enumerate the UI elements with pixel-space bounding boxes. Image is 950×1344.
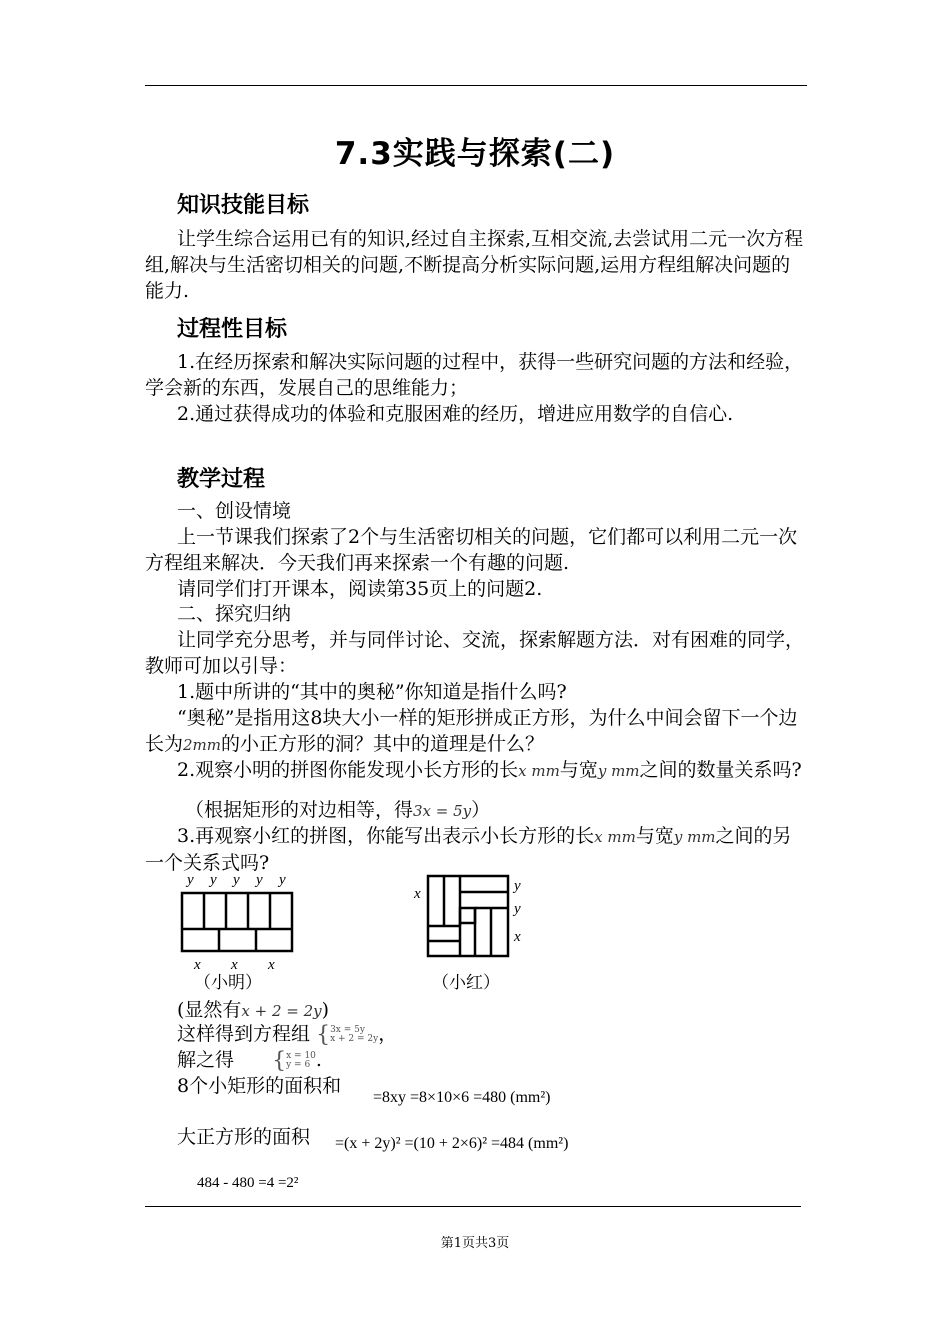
section-2-title: 二、探究归纳 [177, 603, 292, 625]
system-post: ， [378, 1023, 398, 1045]
system-eq-2: x + 2 = 2y [330, 1034, 379, 1044]
solve-eq-1: x = 10 [286, 1051, 316, 1061]
question-3-post: 之间的另一个关系式吗? [145, 825, 792, 874]
process-goal-item-2: 2.通过获得成功的体验和克服困难的经历，增进应用数学的自信心. [177, 403, 734, 425]
question-2-answer-pre: （根据矩形的对边相等，得 [185, 799, 414, 821]
figure-xiaoming [172, 868, 302, 993]
obvious-relation [177, 997, 329, 1024]
equation-system-line [177, 1021, 397, 1047]
fig2-label-y-1: y [514, 878, 521, 894]
footer-rule [145, 1206, 801, 1207]
question-2 [145, 757, 807, 784]
question-2-answer [185, 797, 490, 824]
page-title: 7.3实践与探索(二) [334, 136, 616, 172]
fig1-label-y-5: y [279, 872, 286, 888]
fig1-label-y-3: y [233, 872, 240, 888]
question-2-mid: 与宽 [559, 759, 598, 781]
heading-process-goals: 过程性目标 [177, 317, 288, 342]
solution-system [272, 1048, 316, 1074]
question-1-answer-pre: “奥秘”是指用这8块大小一样的矩形拼成正方形，为什么中间会留下一个边长为 [145, 707, 798, 755]
fig1-caption: （小明） [194, 973, 262, 992]
math-2mm: 2mm [183, 736, 222, 754]
section-2-paragraph-1: 让同学充分思考，并与同伴讨论、交流，探索解题方法．对有困难的同学，教师可加以引导： [145, 629, 805, 677]
brace-icon: { [316, 1022, 331, 1048]
fig1-label-y-2: y [210, 872, 217, 888]
question-2-answer-post: ） [471, 799, 491, 821]
fig2-outer-rect [428, 876, 508, 956]
question-3-mid: 与宽 [635, 825, 674, 847]
fig1-label-x-1: x [194, 957, 201, 973]
difference-expression: 484 - 480 =4 =2² [197, 1175, 299, 1191]
math-y-mm: y mm [597, 762, 640, 780]
question-2-post: 之间的数量关系吗? [639, 759, 802, 781]
obvious-post: ) [321, 999, 330, 1021]
heading-knowledge-goals: 知识技能目标 [177, 193, 310, 218]
solve-eq-2: y = 6 [286, 1060, 311, 1070]
solution-line [177, 1047, 322, 1073]
header-rule [145, 85, 807, 86]
brace-icon: { [272, 1048, 287, 1074]
fig1-label-x-2: x [231, 957, 238, 973]
process-goal-item-1: 1.在经历探索和解决实际问题的过程中，获得一些研究问题的方法和经验，学会新的东西，发展自己的思维能力； [145, 351, 804, 399]
math-3x-5y: 3x = 5y [413, 802, 472, 820]
knowledge-goals-text: 让学生综合运用已有的知识,经过自主探索,互相交流,去尝试用二元一次方程组,解决与生活密切相关的问题,不断提高分析实际问题,运用方程组解决问题的能力. [145, 228, 804, 302]
fig2-label-x-right: x [514, 929, 521, 945]
section-1-paragraph-1: 上一节课我们探索了2个与生活密切相关的问题，它们都可以利用二元一次方程组来解决．今天我们再来探索一个有趣的问题. [145, 526, 798, 574]
area-small-expression: =8xy =8×10×6 =480 (mm²) [373, 1089, 551, 1106]
question-1-answer-post: 的小正方形的洞？其中的道理是什么？ [221, 733, 545, 755]
obvious-pre: (显然有 [177, 999, 242, 1021]
fig1-label-y-1: y [187, 872, 194, 888]
math-y-mm: y mm [673, 828, 716, 846]
system-pre: 这样得到方程组 [177, 1023, 311, 1045]
fig2-caption: （小红） [432, 973, 500, 992]
math-x-mm: x mm [518, 762, 560, 780]
page-number: 第1页共3页 [440, 1236, 510, 1251]
solve-pre: 解之得 [177, 1049, 235, 1071]
question-1-answer [145, 705, 807, 758]
fig1-outer-rect [182, 893, 292, 951]
question-3-pre: 3.再观察小红的拼图，你能写出表示小长方形的长 [177, 825, 595, 847]
fig1-label-x-3: x [268, 957, 275, 973]
fig2-label-x-left: x [414, 886, 421, 902]
heading-teaching-process: 教学过程 [177, 467, 266, 492]
solve-post: . [315, 1049, 322, 1071]
math-x-plus-2-eq-2y: x + 2 = 2y [241, 1002, 322, 1020]
fig2-center-hole [460, 908, 475, 923]
area-big-label: 大正方形的面积 [177, 1126, 311, 1148]
fig2-label-y-2: y [514, 901, 521, 917]
area-small-label: 8个小矩形的面积和 [177, 1075, 342, 1097]
figure-xiaohong [410, 868, 535, 993]
question-1: 1.题中所讲的“其中的奥秘”你知道是指什么吗? [177, 681, 567, 703]
question-2-pre: 2.观察小明的拼图你能发现小长方形的长 [177, 759, 519, 781]
area-big-expression: =(x + 2y)² =(10 + 2×6)² =484 (mm²) [335, 1135, 569, 1152]
equation-system [316, 1022, 379, 1048]
section-1-paragraph-2: 请同学们打开课本，阅读第35页上的问题2. [177, 578, 543, 600]
math-x-mm: x mm [594, 828, 636, 846]
system-eq-1: 3x = 5y [330, 1025, 365, 1035]
section-1-title: 一、创设情境 [177, 500, 292, 522]
fig1-label-y-4: y [256, 872, 263, 888]
